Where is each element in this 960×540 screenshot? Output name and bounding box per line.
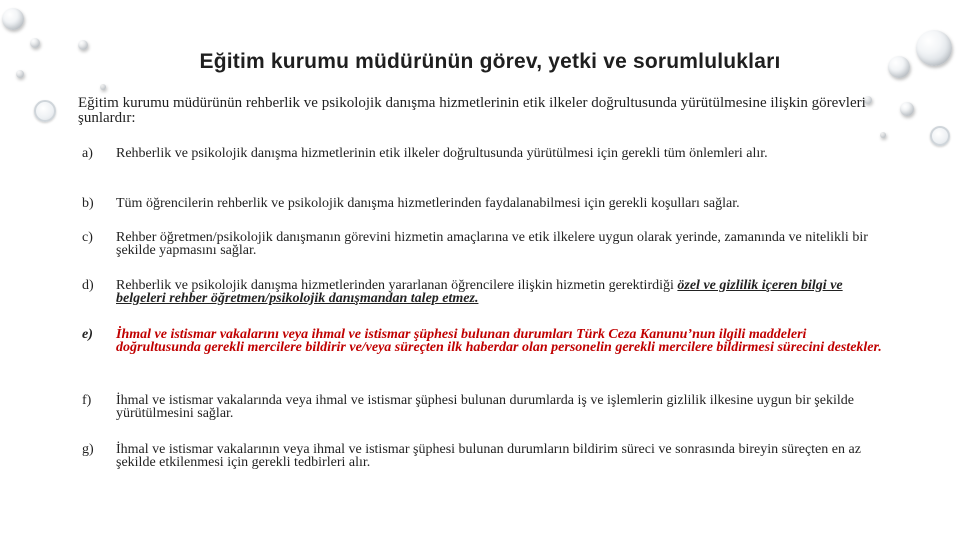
list-item-letter: g)	[82, 442, 94, 457]
water-drop-decoration	[900, 102, 914, 116]
list-item-letter: b)	[82, 196, 94, 211]
list-item-letter: e)	[82, 327, 93, 342]
water-drop-decoration	[78, 40, 88, 50]
list-item-text: İhmal ve istismar vakalarında veya ihmal ve istismar şüphesi bulunan durumlarda iş ve işlemlerin gizlilik ilkesine uygun bir şekilde yürütülmesini sağlar.	[116, 393, 854, 421]
list-item-letter: f)	[82, 393, 92, 408]
water-ring-decoration	[930, 126, 950, 146]
list-item-emphasis-text: özel ve gizlilik içeren bilgi ve belgeleri rehber öğretmen/psikolojik danışmandan talep etmez.	[116, 278, 843, 306]
list-item-text: Rehber öğretmen/psikolojik danışmanın görevini hizmetin amaçlarına ve etik ilkelere uygun olarak yerinde, zamanında ve nitelikli bir şekilde yapmasını sağlar.	[116, 230, 868, 258]
intro-paragraph: Eğitim kurumu müdürünün rehberlik ve psikolojik danışma hizmetlerinin etik ilkeler doğrultusunda yürütülmesine ilişkin görevleri şunlardır:	[78, 95, 866, 126]
list-item-plain-text: Rehberlik ve psikolojik danışma hizmetlerinden yararlanan öğrencilere ilişkin hizmetin gerektirdiği	[116, 278, 678, 293]
list-item-letter: d)	[82, 278, 94, 293]
list-item-letter: a)	[82, 146, 93, 161]
water-drop-decoration	[30, 38, 40, 48]
water-drop-decoration	[880, 132, 886, 138]
water-drop-decoration	[100, 84, 106, 90]
water-ring-decoration	[34, 100, 56, 122]
list-item-text: Tüm öğrencilerin rehberlik ve psikolojik danışma hizmetlerinden faydalanabilmesi için gerekli koşulları sağlar.	[116, 196, 740, 211]
water-drop-decoration	[2, 8, 24, 30]
list-item-letter: c)	[82, 230, 93, 245]
list-item-text: İhmal ve istismar vakalarını veya ihmal ve istismar şüphesi bulunan durumları Türk Ceza Kanunu’nun ilgili maddeleri doğrultusunda gerekli mercilere bildirir ve/veya süreçten ilk haberdar olan personelin gerekli mercilere bildirmesi sürecini destekler.	[116, 327, 882, 355]
water-drop-decoration	[916, 30, 952, 66]
page-title: Eğitim kurumu müdürünün görev, yetki ve sorumlulukları	[199, 50, 781, 73]
list-item-text	[116, 279, 886, 305]
list-item-text: Rehberlik ve psikolojik danışma hizmetlerinin etik ilkeler doğrultusunda yürütülmesi için gerekli tüm önlemleri alır.	[116, 146, 768, 161]
list-item-text: İhmal ve istismar vakalarının veya ihmal ve istismar şüphesi bulunan durumların bildirim süreci ve sonrasında bireyin süreçten en az şekilde etkilenmesi için gerekli tedbirleri alır.	[116, 442, 861, 470]
water-drop-decoration	[16, 70, 24, 78]
water-drop-decoration	[888, 56, 910, 78]
